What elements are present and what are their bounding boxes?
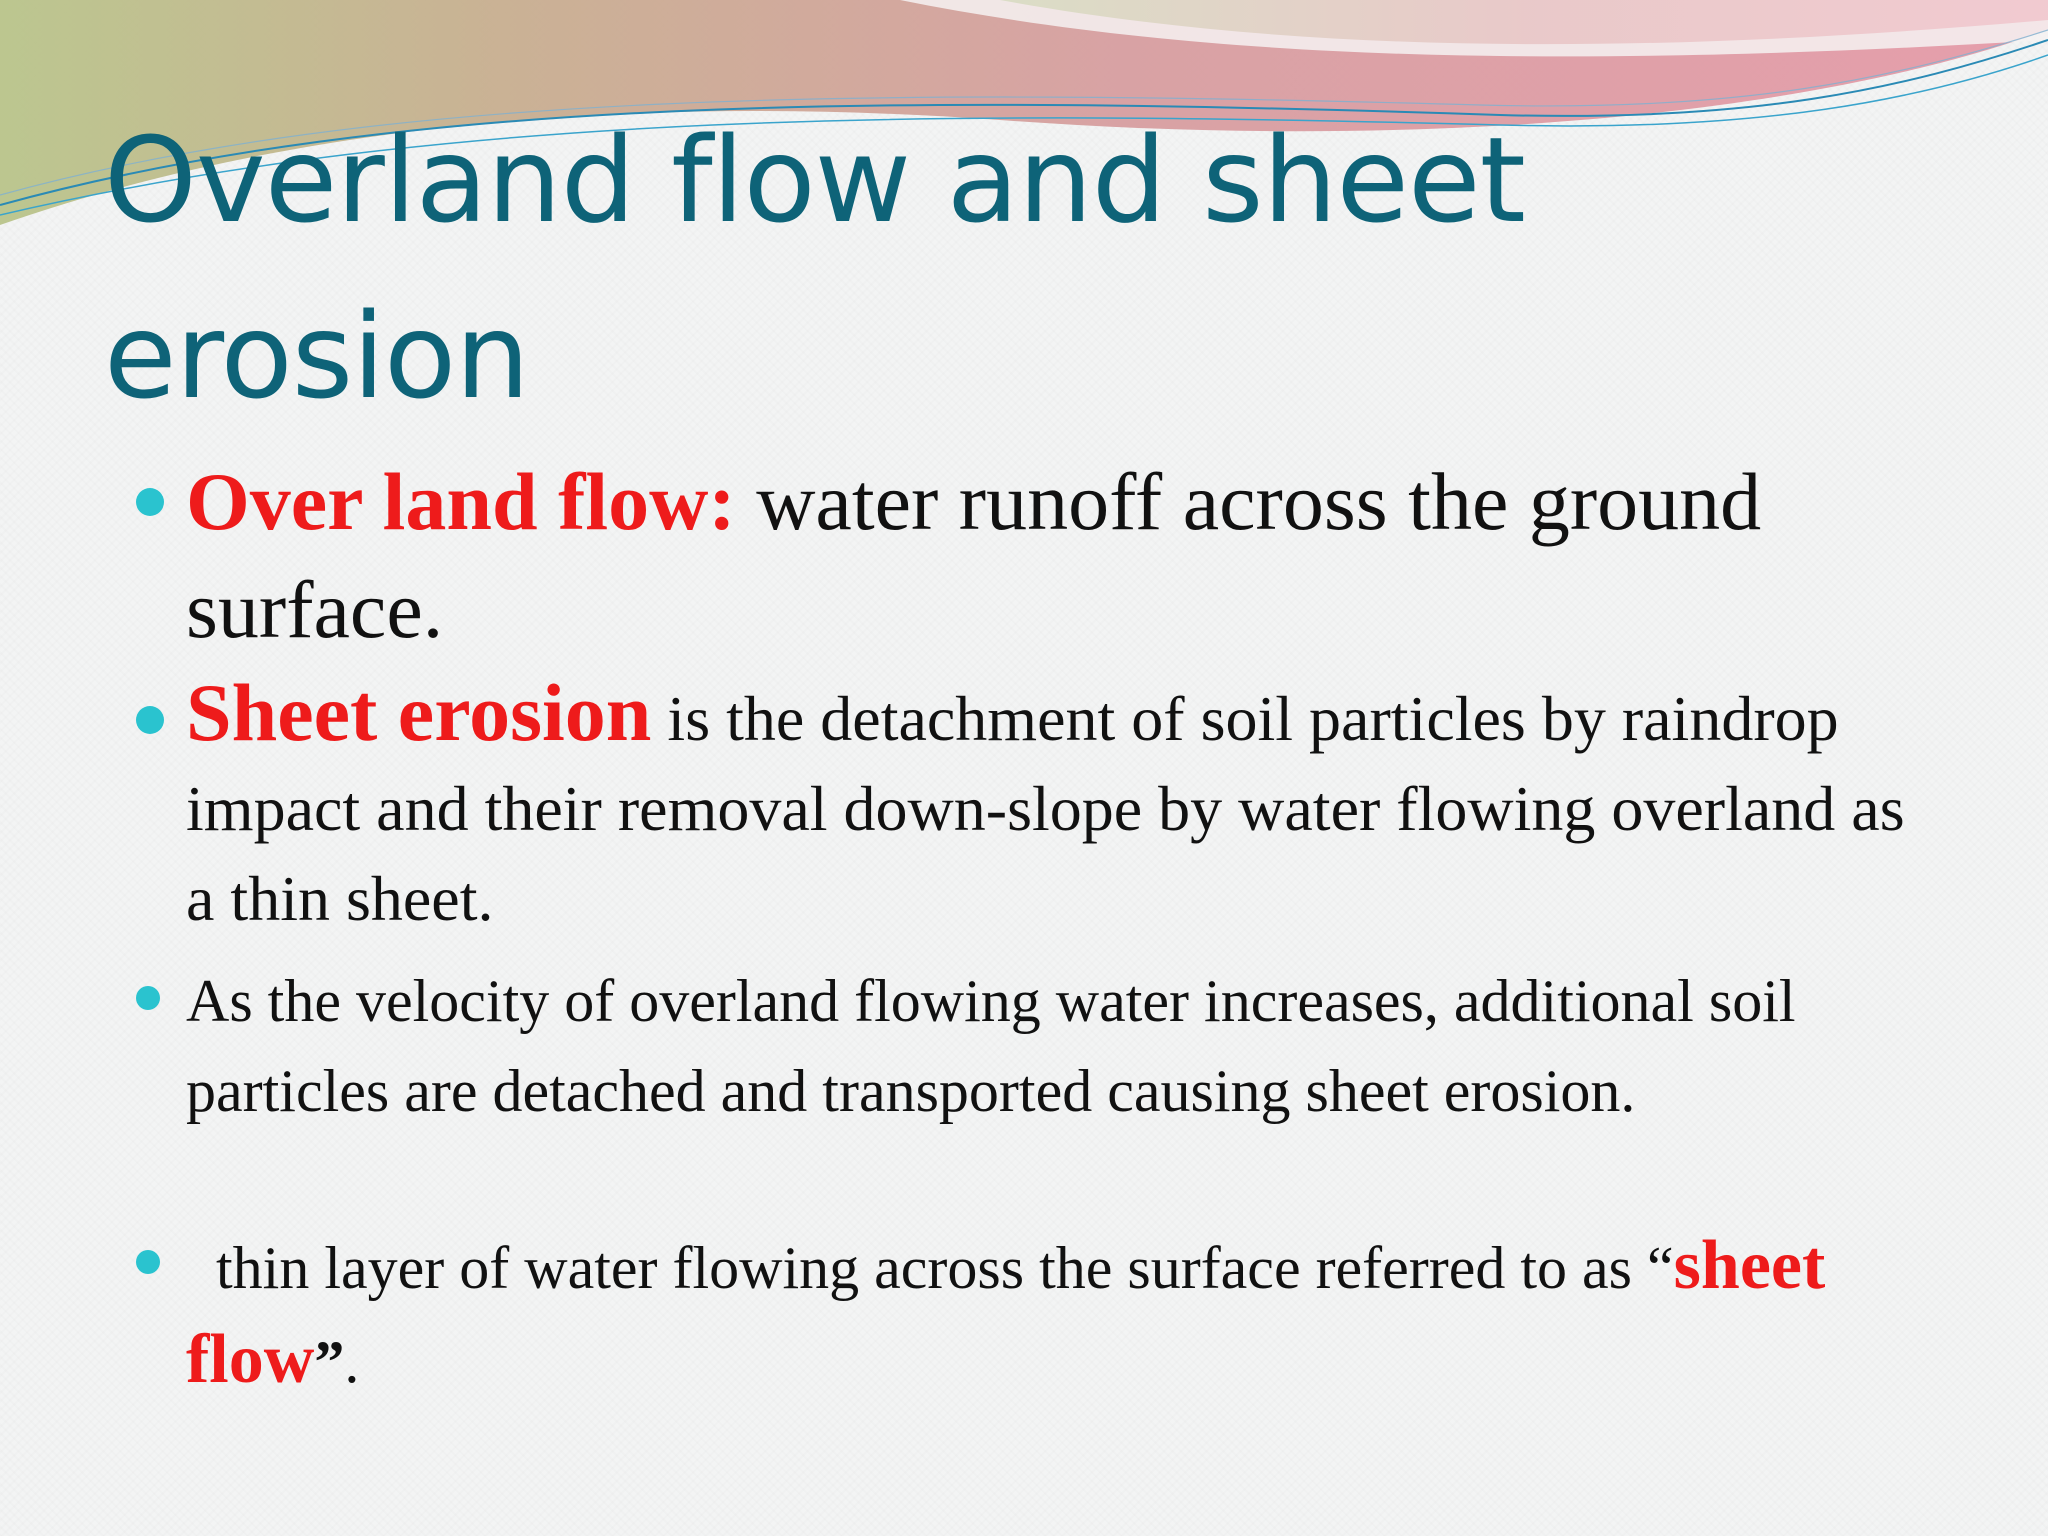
bullet-text [186,1220,1906,1408]
highlight-term: Over land flow: [186,456,736,547]
bullet-text [186,668,1906,944]
bullet-text [186,448,1906,664]
highlight-term: sheet flow [186,1227,1843,1398]
bullet-text [186,956,1906,1136]
bullet-body: thin layer of water flowing across the surface referred to as “ [186,1235,1674,1301]
slide-title: Overland flow and sheet erosion [104,111,1525,425]
highlight-term: Sheet erosion [186,667,652,758]
bullet-body: is the detachment of soil particles by raindrop impact and their removal down-slope by water flowing overland as a thin sheet. [186,683,1905,934]
bullet-body: As the velocity of overland flowing water increases, additional soil particles are detached and transported causing sheet erosion. [186,968,1796,1124]
bullet-dot-icon [136,986,160,1010]
bullet-body: water runoff across the ground surface. [186,456,1762,655]
bullet-dot-icon [136,706,164,734]
bullet-end-punctuation: . [344,1329,360,1395]
bullet-dot-icon [136,1250,160,1274]
closing-quote: ” [314,1329,345,1395]
bullet-dot-icon [136,488,164,516]
